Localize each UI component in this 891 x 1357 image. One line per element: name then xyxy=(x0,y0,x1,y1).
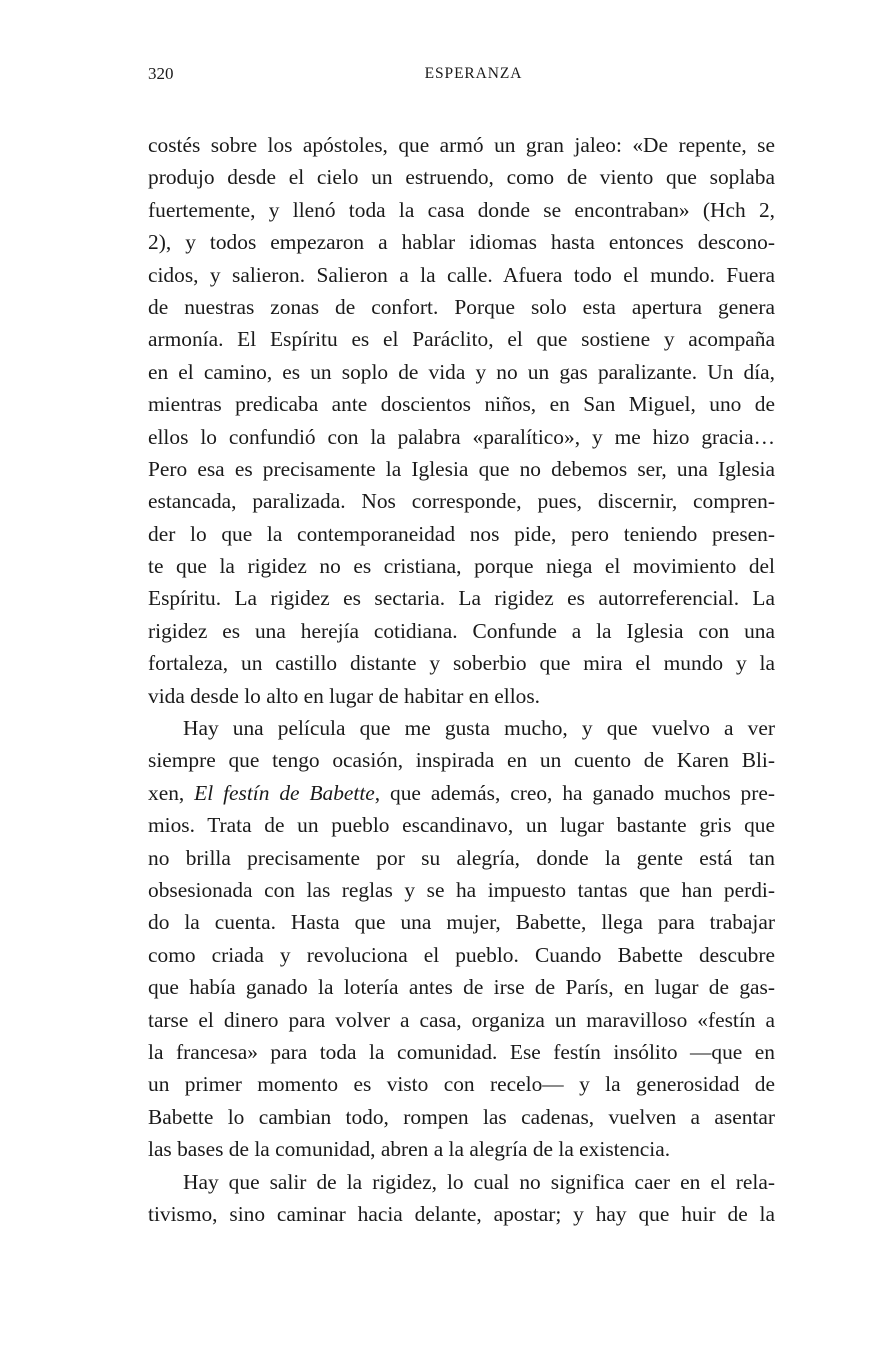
text-line: un primer momento es visto con recelo— y la generosidad de xyxy=(148,1072,775,1097)
text-line: der lo que la contemporaneidad nos pide, pero teniendo presen- xyxy=(148,521,775,546)
text-line: la francesa» para toda la comunidad. Ese festín insólito —que en xyxy=(148,1039,775,1064)
text-line: rigidez es una herejía cotidiana. Confunde a la Iglesia con una xyxy=(148,618,775,643)
text-line: mientras predicaba ante doscientos niños, en San Miguel, uno de xyxy=(148,392,775,417)
running-title: ESPERANZA xyxy=(424,65,523,82)
text-line: cidos, y salieron. Salieron a la calle. Afuera todo el mundo. Fuera xyxy=(148,262,775,287)
text-line: mios. Trata de un pueblo escandinavo, un lugar bastante gris que xyxy=(148,813,775,838)
text-line: produjo desde el cielo un estruendo, como de viento que soplaba xyxy=(148,165,775,190)
text-line: en el camino, es un soplo de vida y no un gas paralizante. Un día, xyxy=(148,359,775,384)
running-head xyxy=(148,60,775,88)
text-line: no brilla precisamente por su alegría, donde la gente está tan xyxy=(148,845,775,870)
text-line: fuertemente, y llenó toda la casa donde se encontraban» (Hch 2, xyxy=(148,197,775,222)
text-run: xen, xyxy=(148,780,195,805)
text-line: tivismo, sino caminar hacia delante, apostar; y hay que huir de la xyxy=(148,1201,775,1226)
text-line: costés sobre los apóstoles, que armó un gran jaleo: «De repente, se xyxy=(148,133,775,157)
text-line: Espíritu. La rigidez es sectaria. La rigidez es autorreferencial. La xyxy=(148,586,775,611)
paragraph xyxy=(148,1166,775,1231)
text-line: te que la rigidez no es cristiana, porque niega el movimiento del xyxy=(148,554,775,579)
text-line: do la cuenta. Hasta que una mujer, Babette, llega para trabajar xyxy=(148,910,775,935)
text-line: estancada, paralizada. Nos corresponde, pues, discernir, compren- xyxy=(148,489,775,514)
text-line: Hay que salir de la rigidez, lo cual no significa caer en el rela- xyxy=(183,1169,775,1194)
text-line: las bases de la comunidad, abren a la alegría de la existencia. xyxy=(148,1137,671,1162)
paragraph xyxy=(148,129,775,712)
text-line: de nuestras zonas de confort. Porque solo esta apertura genera xyxy=(148,294,775,319)
text-line: obsesionada con las reglas y se ha impuesto tantas que han perdi- xyxy=(148,877,775,902)
text-line: tarse el dinero para volver a casa, organiza un maravilloso «festín a xyxy=(148,1007,775,1032)
text-line: Babette lo cambian todo, rompen las cadenas, vuelven a asentar xyxy=(148,1104,775,1129)
text-line: Pero esa es precisamente la Iglesia que no debemos ser, una Iglesia xyxy=(148,456,775,481)
italic-title: El festín de Babette xyxy=(194,780,375,805)
text-line xyxy=(148,777,775,809)
page-number: 320 xyxy=(148,64,174,83)
text-line: vida desde lo alto en lugar de habitar en ellos. xyxy=(148,683,541,708)
text-line: fortaleza, un castillo distante y soberbio que mira el mundo y la xyxy=(148,651,775,676)
body-text xyxy=(148,129,775,1230)
paragraph xyxy=(148,712,775,1165)
text-line: como criada y revoluciona el pueblo. Cuando Babette descubre xyxy=(148,942,775,967)
text-line: ellos lo confundió con la palabra «paralítico», y me hizo gracia… xyxy=(148,424,775,449)
text-line: Hay una película que me gusta mucho, y que vuelvo a ver xyxy=(183,716,775,741)
text-line: 2), y todos empezaron a hablar idiomas hasta entonces descono- xyxy=(148,230,775,255)
text-line: armonía. El Espíritu es el Paráclito, el que sostiene y acompaña xyxy=(148,327,775,352)
text-line: siempre que tengo ocasión, inspirada en un cuento de Karen Bli- xyxy=(148,748,775,773)
text-line: que había ganado la lotería antes de irse de París, en lugar de gas- xyxy=(148,975,775,1000)
text-run: , que además, creo, ha ganado muchos pre- xyxy=(374,780,775,805)
